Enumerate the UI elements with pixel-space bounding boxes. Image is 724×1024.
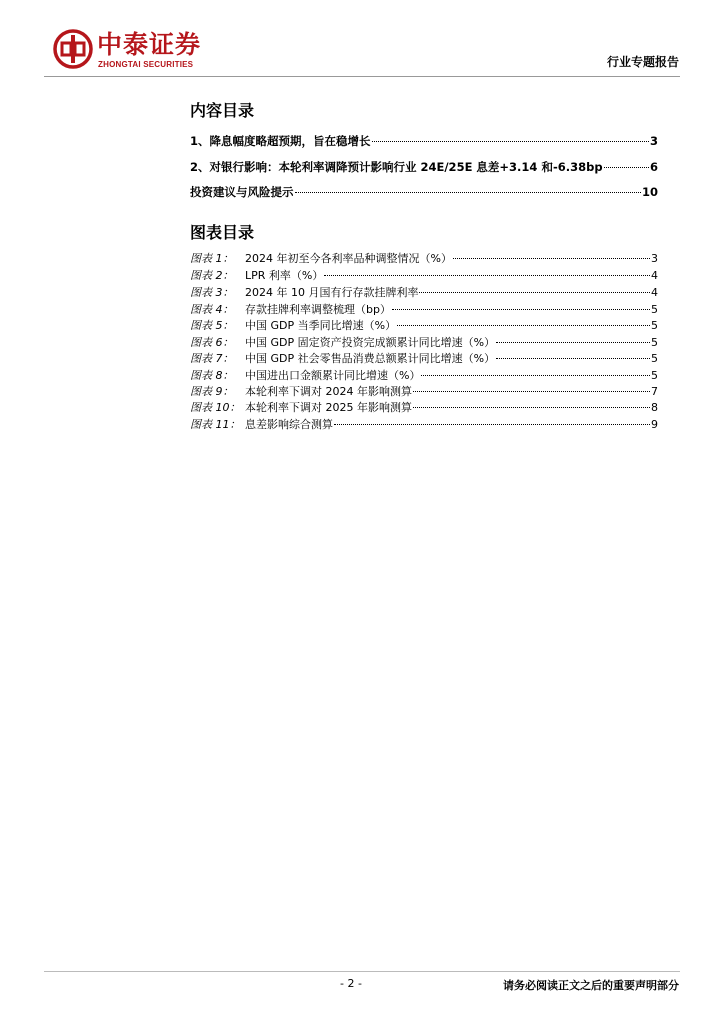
page-number: - 2 - (340, 977, 362, 990)
toc-entry-text: 2、对银行影响：本轮利率调降预计影响行业 24E/25E 息差+3.14 和-6.38bp (190, 160, 603, 174)
leader-dots (392, 309, 650, 310)
figure-page: 5 (651, 303, 658, 316)
figure-entry[interactable] (190, 417, 658, 432)
figure-entry[interactable] (190, 335, 658, 350)
leader-dots (421, 375, 650, 376)
figure-label: 图表 9： (190, 385, 234, 398)
figure-label: 图表 2： (190, 269, 234, 282)
figure-text: 存款挂牌利率调整梳理（bp） (245, 303, 391, 316)
figure-page: 4 (651, 269, 658, 282)
figure-page: 9 (651, 418, 658, 431)
figure-label: 图表 5： (190, 319, 234, 332)
toc-title: 内容目录 (190, 101, 255, 120)
logo-english-name: ZHONGTAI SECURITIES (98, 60, 194, 69)
figure-page: 8 (651, 401, 658, 414)
leader-dots (295, 192, 641, 193)
figure-entry[interactable] (190, 384, 658, 399)
figure-entry[interactable] (190, 318, 658, 333)
figure-text: 中国 GDP 社会零售品消费总额累计同比增速（%） (245, 352, 496, 365)
figure-page: 5 (651, 319, 658, 332)
toc-entry-page: 10 (641, 185, 658, 199)
toc-entry[interactable] (190, 184, 658, 200)
leader-dots (453, 258, 650, 259)
leader-dots (324, 275, 650, 276)
figure-text: 息差影响综合测算 (245, 418, 333, 431)
leader-dots (397, 325, 650, 326)
figure-page: 3 (651, 252, 658, 265)
figure-label: 图表 11： (190, 418, 241, 431)
figure-label: 图表 8： (190, 369, 234, 382)
toc-entry-text: 投资建议与风险提示 (190, 185, 294, 199)
toc-entry-text: 1、降息幅度略超预期，旨在稳增长 (190, 134, 371, 148)
figure-page: 5 (651, 352, 658, 365)
logo-chinese-name: 中泰证券 (97, 30, 202, 59)
figure-label: 图表 10： (190, 401, 241, 414)
figure-text: 2024 年 10 月国有行存款挂牌利率 (245, 286, 419, 299)
figure-label: 图表 3： (190, 286, 234, 299)
figure-text: LPR 利率（%） (245, 269, 324, 282)
leader-dots (496, 358, 650, 359)
leader-dots (372, 141, 649, 142)
figure-entry[interactable] (190, 351, 658, 366)
toc-entry-page: 3 (649, 134, 658, 148)
figure-text: 中国 GDP 固定资产投资完成额累计同比增速（%） (245, 336, 496, 349)
figure-page: 7 (651, 385, 658, 398)
leader-dots (419, 292, 650, 293)
toc-entry[interactable] (190, 159, 658, 175)
figure-page: 5 (651, 369, 658, 382)
footer-divider (44, 971, 680, 972)
figure-label: 图表 6： (190, 336, 234, 349)
figure-text: 2024 年初至今各利率品种调整情况（%） (245, 252, 452, 265)
header-divider (44, 76, 680, 77)
figures-title: 图表目录 (190, 223, 255, 242)
leader-dots (496, 342, 650, 343)
figure-entry[interactable] (190, 285, 658, 300)
leader-dots (413, 407, 650, 408)
figure-entry[interactable] (190, 251, 658, 266)
figure-entry[interactable] (190, 268, 658, 283)
figure-label: 图表 4： (190, 303, 234, 316)
zhongtai-logo-icon (53, 29, 93, 69)
figure-page: 5 (651, 336, 658, 349)
leader-dots (604, 167, 649, 168)
figure-label: 图表 7： (190, 352, 234, 365)
figure-text: 本轮利率下调对 2025 年影响测算 (245, 401, 412, 414)
leader-dots (413, 391, 650, 392)
figure-entry[interactable] (190, 302, 658, 317)
figure-label: 图表 1： (190, 252, 234, 265)
disclaimer-text: 请务必阅读正文之后的重要声明部分 (503, 979, 679, 992)
figure-text: 中国 GDP 当季同比增速（%） (245, 319, 397, 332)
figure-entry[interactable] (190, 368, 658, 383)
toc-entry[interactable] (190, 133, 658, 149)
leader-dots (334, 424, 650, 425)
figure-text: 中国进出口金额累计同比增速（%） (245, 369, 421, 382)
figure-text: 本轮利率下调对 2024 年影响测算 (245, 385, 412, 398)
figure-page: 4 (651, 286, 658, 299)
toc-entry-page: 6 (649, 160, 658, 174)
report-type: 行业专题报告 (606, 55, 679, 69)
figure-entry[interactable] (190, 400, 658, 415)
